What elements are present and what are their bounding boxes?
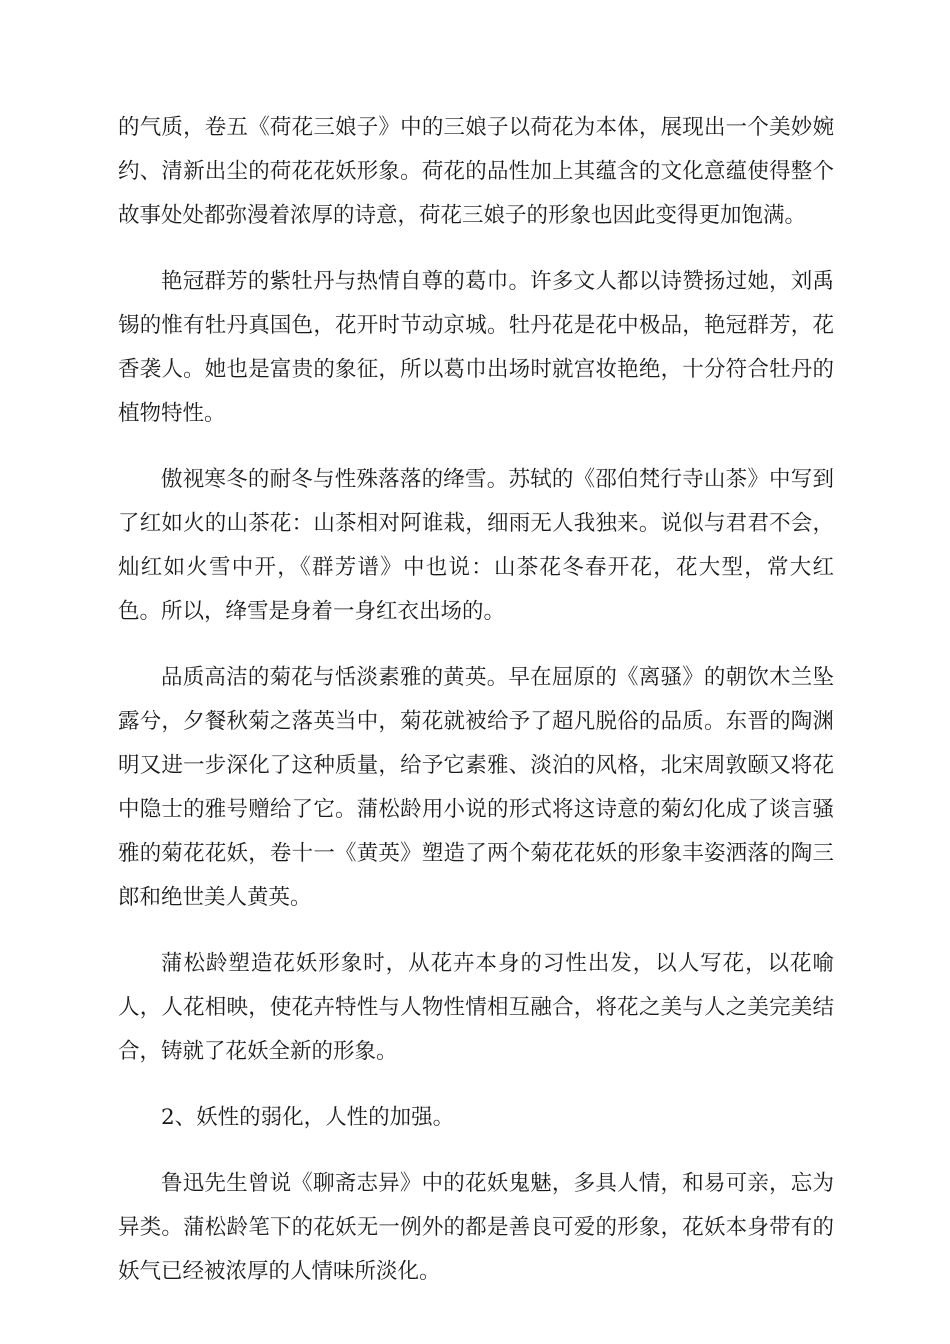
paragraph-camellia-jiangxue: 傲视寒冬的耐冬与性殊落落的绛雪。苏轼的《邵伯梵行寺山茶》中写到了红如火的山茶花：山茶相对阿谁栽，细雨无人我独来。说似与君君不会，灿红如火雪中开，《群芳谱》中也说：山茶花冬春开花，花大型，常大红色。所以，绛雪是身着一身红衣出场的。 [118,467,834,624]
paragraph-chrysanthemum-huangying: 品质高洁的菊花与恬淡素雅的黄英。早在屈原的《离骚》的朝饮木兰坠露兮，夕餐秋菊之落英当中，菊花就被给予了超凡脱俗的品质。东晋的陶渊明又进一步深化了这种质量，给予它素雅、淡泊的风格，北宋周敦颐又将花中隐士的雅号赠给了它。蒲松龄用小说的形式将这诗意的菊幻化成了谈言骚雅的菊花花妖，卷十一《黄英》塑造了两个菊花花妖的形象丰姿洒落的陶三郎和绝世美人黄英。 [118,665,834,910]
paragraph-summary: 蒲松龄塑造花妖形象时，从花卉本身的习性出发，以人写花，以花喻人，人花相映，使花卉特性与人物性情相互融合，将花之美与人之美完美结合，铸就了花妖全新的形象。 [118,951,834,1064]
section-heading-2: 2、妖性的弱化，人性的加强。 [161,1105,455,1130]
paragraph-lotus-continuation: 的气质，卷五《荷花三娘子》中的三娘子以荷花为本体，展现出一个美妙婉约、清新出尘的荷花花妖形象。荷花的品性加上其蕴含的文化意蕴使得整个故事处处都弥漫着浓厚的诗意，荷花三娘子的形象也因此变得更加饱满。 [118,115,834,228]
paragraph-luxun-quote: 鲁迅先生曾说《聊斋志异》中的花妖鬼魅，多具人情，和易可亲，忘为异类。蒲松龄笔下的花妖无一例外的都是善良可爱的形象，花妖本身带有的妖气已经被浓厚的人情味所淡化。 [118,1171,834,1284]
document-body [118,106,834,1316]
paragraph-peony-gejin: 艳冠群芳的紫牡丹与热情自尊的葛巾。许多文人都以诗赞扬过她，刘禹锡的惟有牡丹真国色，花开时节动京城。牡丹花是花中极品，艳冠群芳，花香袭人。她也是富贵的象征，所以葛巾出场时就宫妆艳绝，十分符合牡丹的植物特性。 [118,269,834,426]
